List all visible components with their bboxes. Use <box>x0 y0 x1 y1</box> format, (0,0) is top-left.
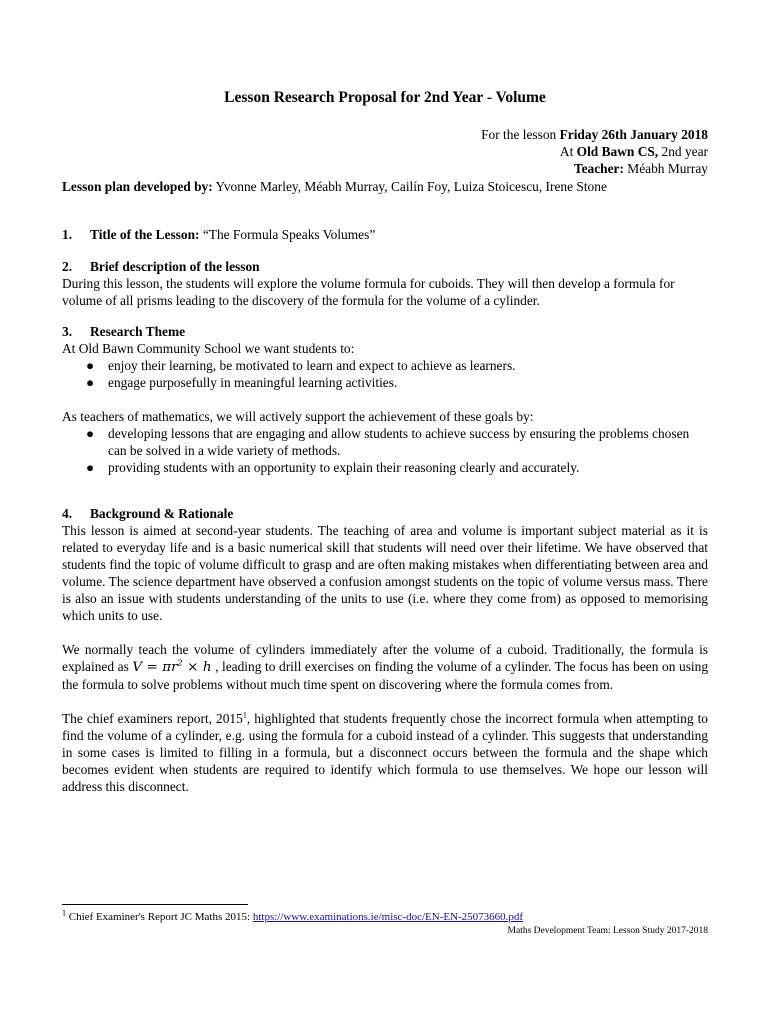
footnote-text: Chief Examiner's Report JC Maths 2015: <box>66 911 253 923</box>
year-level: 2nd year <box>658 144 708 159</box>
teacher-line <box>62 160 708 177</box>
page-footer: Maths Development Team: Lesson Study 2017-2018 <box>507 926 708 936</box>
paragraph-text: , highlighted that students frequently chose the incorrect formula when attempting to find the volume of a cylinder, e.g. using the formula for a cuboid instead of a cylinder. This suggests that understanding in some cases is limited to filling in a formula, but a disconnect occurs between the formula and the shape which becomes evident when students are required to identify which formula to use themselves. We hope our lesson will address this disconnect. <box>62 711 708 794</box>
lesson-prefix: For the lesson <box>481 127 560 142</box>
list-item <box>62 459 708 476</box>
at-prefix: At <box>559 144 577 159</box>
section-brief-description <box>62 258 708 309</box>
section-research-theme <box>62 323 708 476</box>
goals-list <box>62 357 708 391</box>
section-heading: Research Theme <box>90 324 186 339</box>
bullet-icon: ● <box>86 426 95 441</box>
support-intro: As teachers of mathematics, we will actively support the achievement of these goals by: <box>62 409 534 424</box>
rationale-paragraph-1: This lesson is aimed at second-year students. The teaching of area and volume is important subject material as it is related to everyday life and is a basic numerical skill that students will need over their lifetime. We have observed that students find the topic of volume difficult to grasp and are often making mistakes when differentiating between area and volume. The science department have observed a confusion amongst students on the topic of volume versus mass. There is also an issue with students understanding of the units to use (i.e. where they come from) as opposed to memorising which units to use. <box>62 523 708 623</box>
list-item <box>62 425 708 459</box>
developed-by-label: Lesson plan developed by: <box>62 179 213 194</box>
rationale-paragraph-3 <box>62 710 708 795</box>
lesson-meta <box>62 126 708 195</box>
section-number: 4. <box>62 506 73 521</box>
lesson-date-line <box>62 126 708 143</box>
lesson-date: Friday 26th January 2018 <box>559 127 708 142</box>
list-item-text: providing students with an opportunity to explain their reasoning clearly and accurately. <box>108 460 580 475</box>
volume-formula <box>132 660 211 675</box>
description-text: During this lesson, the students will explore the volume formula for cuboids. They will then develop a formula for volume of all prisms leading to the discovery of the formula for the volume of a cylinder. <box>62 276 675 308</box>
section-heading: Background & Rationale <box>90 506 234 521</box>
teacher-name: Méabh Murray <box>623 161 708 176</box>
section-number: 1. <box>62 227 73 242</box>
bullet-icon: ● <box>86 358 95 373</box>
school-name: Old Bawn CS, <box>576 144 659 159</box>
lesson-title-value: “The Formula Speaks Volumes” <box>202 227 376 242</box>
teacher-label: Teacher: <box>573 161 624 176</box>
list-item <box>62 374 708 391</box>
formula-eq: = πr <box>142 660 178 675</box>
footnote-number: 1 <box>62 908 66 918</box>
footnote <box>62 908 524 924</box>
footnote-divider <box>62 904 248 905</box>
section-heading: Brief description of the lesson <box>90 259 260 274</box>
list-item-text: developing lessons that are engaging and allow students to achieve success by ensuring the problems chosen can be solved in a wide variety of methods. <box>108 426 690 458</box>
list-item-text: enjoy their learning, be motivated to learn and expect to achieve as learners. <box>108 358 516 373</box>
paragraph-text: We normally teach the volume of cylinders immediately after the volume of a cuboid. Traditionally, the formula is explained as <box>62 642 708 674</box>
formula-exponent: 2 <box>177 658 183 668</box>
developed-by-line <box>62 178 708 195</box>
section-title-of-lesson <box>62 226 708 243</box>
section-number: 2. <box>62 259 73 274</box>
theme-intro: At Old Bawn Community School we want students to: <box>62 341 355 356</box>
list-item <box>62 357 708 374</box>
document-page <box>62 0 708 1024</box>
developed-by-names: Yvonne Marley, Méabh Murray, Cailín Foy, Luiza Stoicescu, Irene Stone <box>212 179 607 194</box>
bullet-icon: ● <box>86 460 95 475</box>
school-line <box>62 143 708 160</box>
rationale-paragraph-2 <box>62 641 708 693</box>
footnote-link[interactable]: https://www.examinations.ie/misc-doc/EN-EN-25073660.pdf <box>252 911 524 923</box>
section-number: 3. <box>62 324 73 339</box>
support-list <box>62 425 708 476</box>
section-heading: Title of the Lesson: <box>90 227 203 242</box>
paragraph-text: The chief examiners report, 2015 <box>62 711 243 726</box>
list-item-text: engage purposefully in meaningful learning activities. <box>108 375 398 390</box>
section-background-rationale <box>62 505 708 795</box>
formula-rest: × h <box>182 660 212 675</box>
footnote-ref: 1 <box>242 710 247 720</box>
formula-v: V <box>132 660 143 675</box>
page-title: Lesson Research Proposal for 2nd Year - Volume <box>224 89 546 106</box>
bullet-icon: ● <box>86 375 95 390</box>
paragraph-text: , leading to drill exercises on finding the volume of a cylinder. The focus has been on using the formula to solve problems without much time spent on discovering where the formula comes from. <box>62 659 709 692</box>
